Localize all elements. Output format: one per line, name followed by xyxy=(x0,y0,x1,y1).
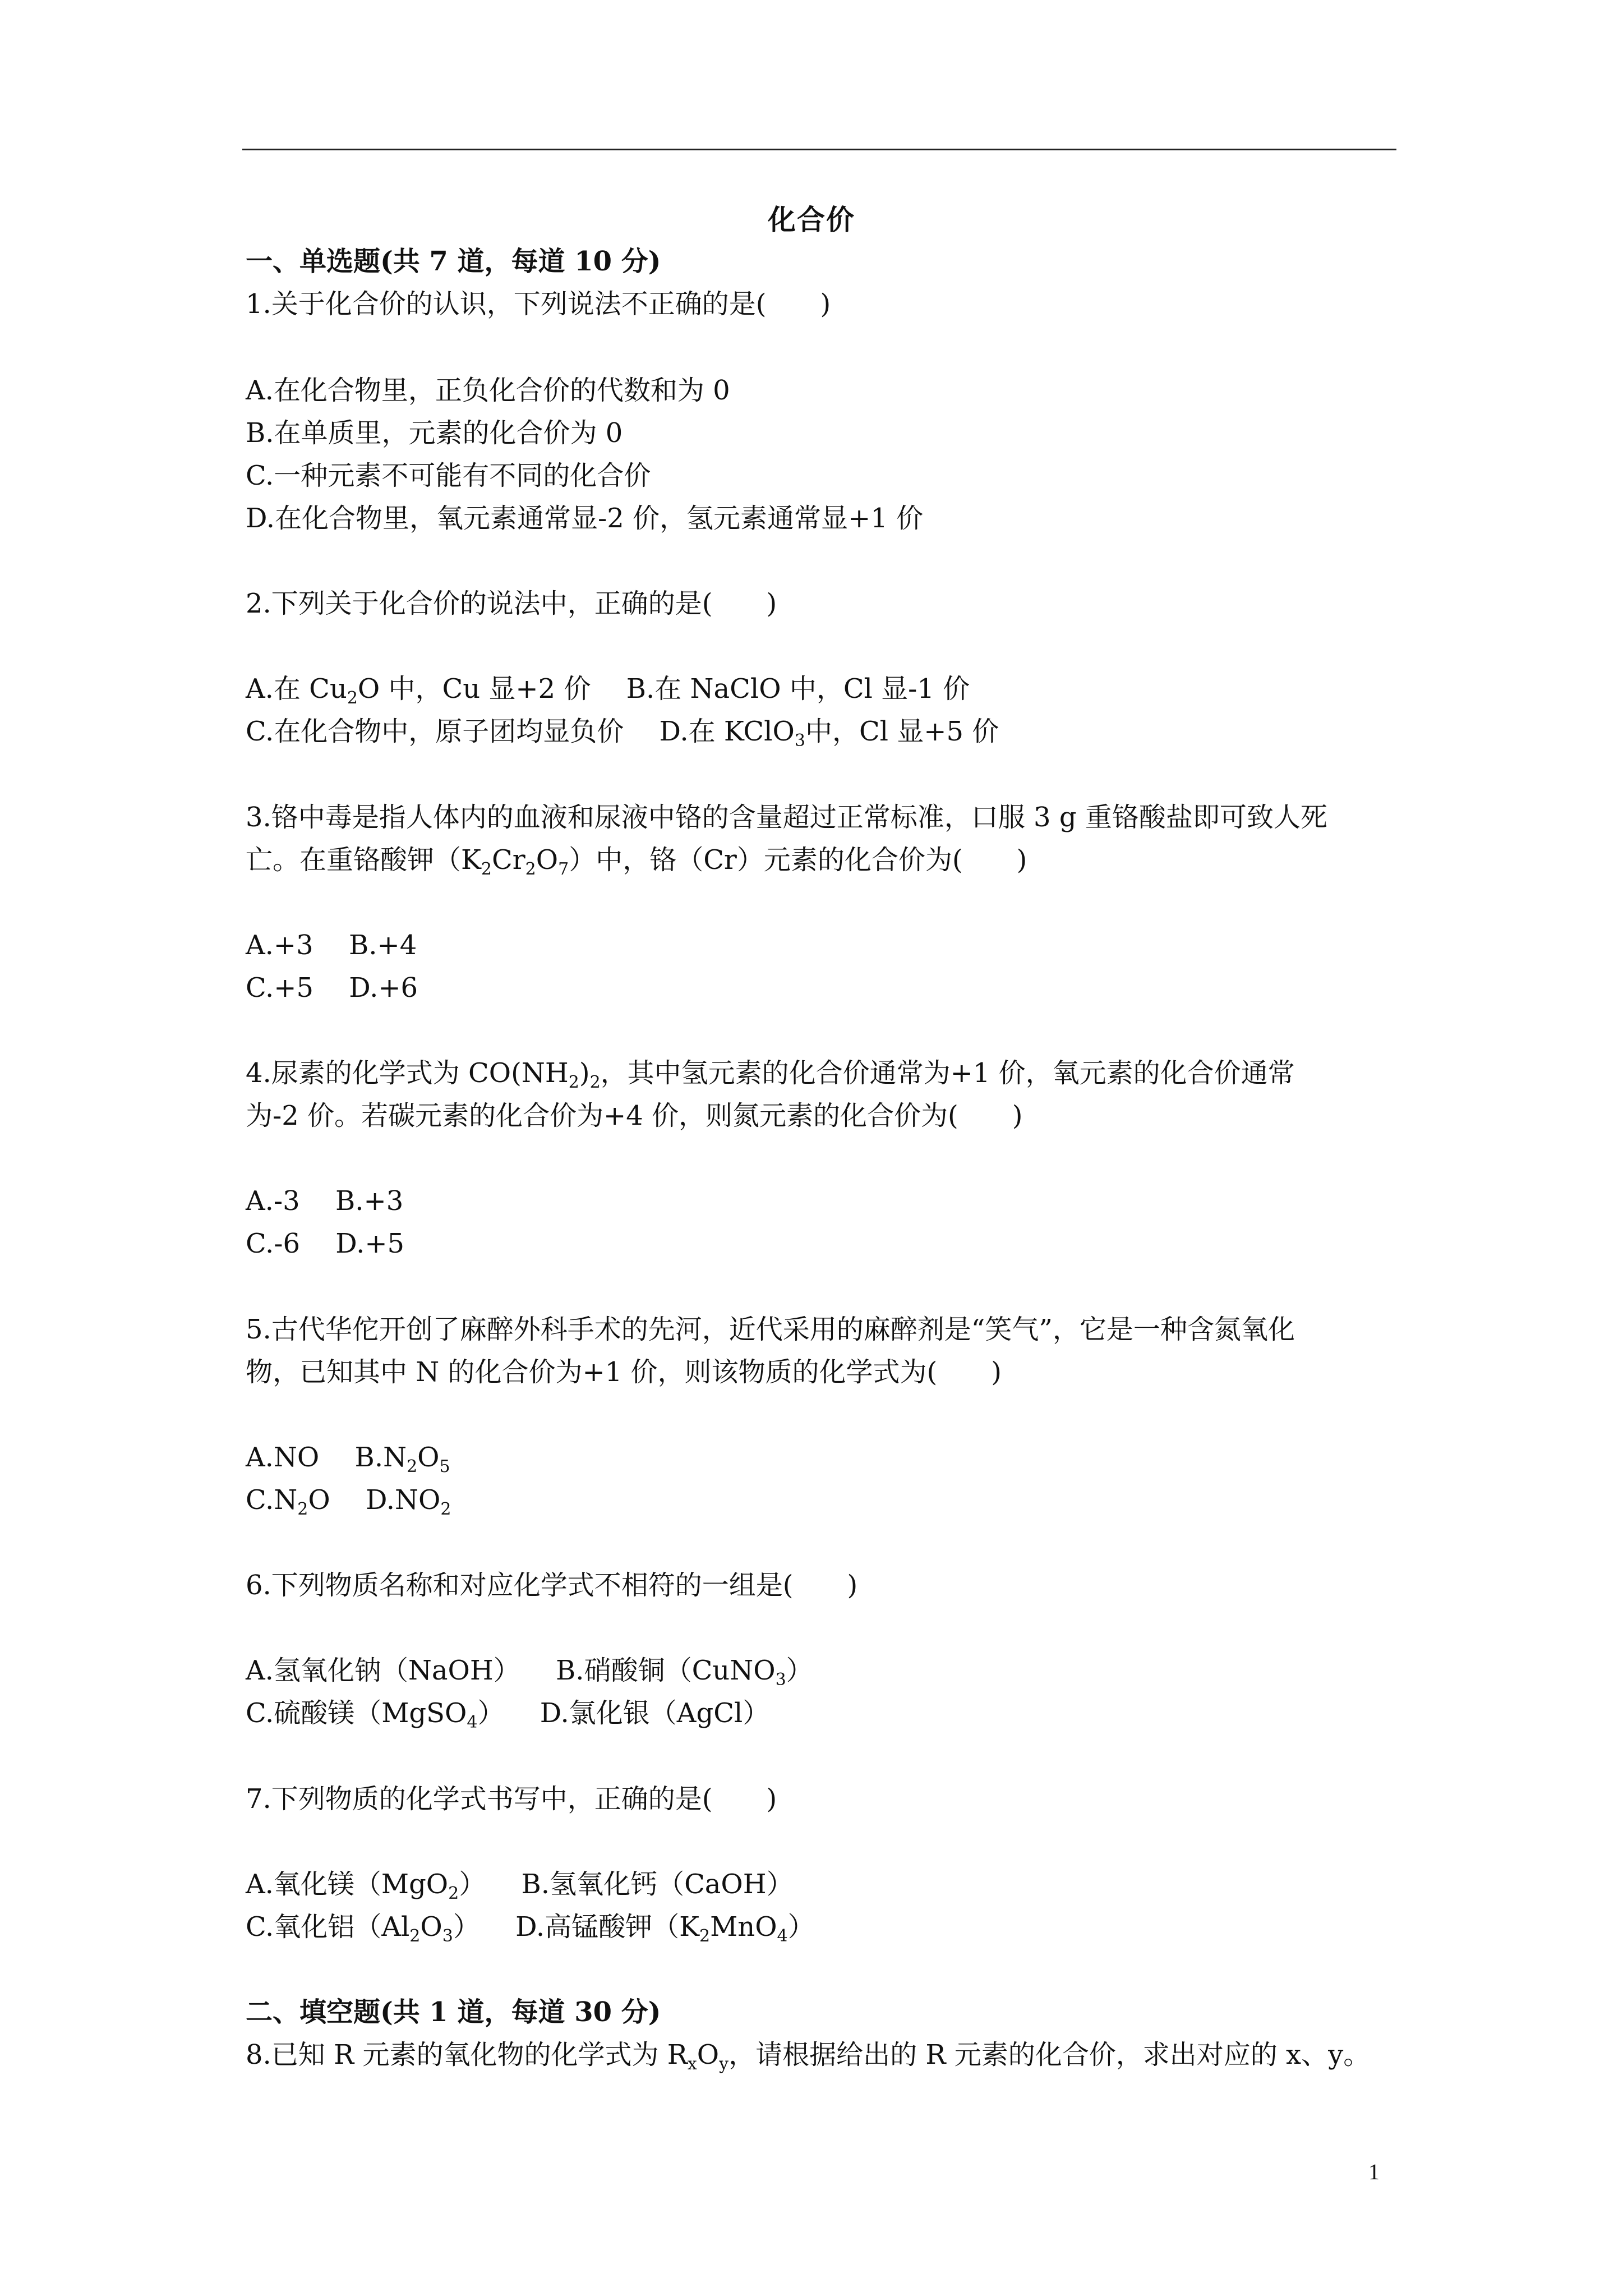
page-number: 1 xyxy=(1368,2159,1380,2184)
question-7-option-c: C.氧化铝$(Al_2O_3)$ xyxy=(246,1911,480,1946)
question-7-options-row-1 xyxy=(246,1867,794,1901)
section-heading-fill-in: 二、填空题(共 1 道，每道 30 分) xyxy=(246,1996,661,2028)
question-6-stem: 6.下列物质名称和对应化学式不相符的一组是( ) xyxy=(246,1570,858,1601)
question-1-option-d: D.在化合物里，氧元素通常显-2 价，氢元素通常显+1 价 xyxy=(246,503,924,534)
question-7-option-a: A.氧化镁（MgO$_2$） xyxy=(246,1869,486,1903)
question-2-option-b: B.在 NaClO 中，Cl 显-1 价 xyxy=(626,673,970,705)
section-heading-multiple-choice: 一、单选题(共 7 道，每道 10 分) xyxy=(246,246,661,277)
question-8-stem: 8.已知 R 元素的氧化物的化学式为 $R_xO_y$，请根据给出的 R 元素的化合价，求出对应的 x、y。 xyxy=(246,2039,1371,2074)
question-2-options-row-1 xyxy=(246,672,970,706)
question-6-options-row-1 xyxy=(246,1654,813,1690)
question-3-options-row-1 xyxy=(246,928,417,962)
question-4-option-c: C.-6 xyxy=(246,1228,301,1259)
question-6-option-a: A.氢氧化钠（NaOH） xyxy=(246,1655,520,1686)
question-5-stem-line-2: 物，已知其中 N 的化合价为+1 价，则该物质的化学式为( ) xyxy=(246,1356,1002,1388)
question-5-options-row-1 xyxy=(246,1441,450,1474)
document-title: 化合价 xyxy=(768,203,855,236)
question-6-options-row-2 xyxy=(246,1696,769,1730)
question-5-option-a: A.NO xyxy=(246,1442,320,1473)
header-rule xyxy=(242,149,1396,150)
question-4-options-row-1 xyxy=(246,1184,403,1218)
question-5-options-row-2 xyxy=(246,1483,451,1517)
question-7-stem: 7.下列物质的化学式书写中，正确的是( ) xyxy=(246,1783,777,1815)
question-7-options-row-2 xyxy=(246,1910,815,1944)
question-5-option-c: $C.N_2O$ xyxy=(246,1484,330,1519)
question-4-stem-line-2: 为-2 价。若碳元素的化合价为+4 价，则氮元素的化合价为( ) xyxy=(246,1100,1023,1131)
question-2-option-d: D.在 KClO$_3$中，Cl 显+5 价 xyxy=(659,716,999,751)
question-1-option-a: A.在化合物里，正负化合价的代数和为 0 xyxy=(246,375,730,406)
question-3-option-d: D.+6 xyxy=(349,972,418,1004)
question-3-option-c: C.+5 xyxy=(246,972,314,1004)
question-1-option-b: B.在单质里，元素的化合价为 0 xyxy=(246,417,623,449)
question-5-option-b: $B.N_2O_5$ xyxy=(354,1442,450,1476)
question-3-option-b: B.+4 xyxy=(348,930,417,961)
question-7-option-b: B.氢氧化钙（CaOH） xyxy=(521,1869,794,1900)
question-2-options-row-2 xyxy=(246,715,999,751)
question-6-option-c: C.硫酸镁（MgSO$_4$） xyxy=(246,1697,505,1732)
question-3-option-a: A.+3 xyxy=(246,930,313,961)
question-5-stem-line-1: 5.古代华佗开创了麻醉外科手术的先河，近代采用的麻醉剂是“笑气”，它是一种含氮氧化 xyxy=(246,1314,1295,1345)
question-2-option-a: A.在 $Cu_2O$ 中，Cu 显+2 价 xyxy=(246,673,591,708)
question-5-option-d: $D.NO_2$ xyxy=(366,1484,451,1519)
question-3-stem-line-1: 3.铬中毒是指人体内的血液和尿液中铬的含量超过正常标准，口服 3 g 重铬酸盐即可致人死 xyxy=(246,802,1327,833)
question-1-stem: 1.关于化合价的认识，下列说法不正确的是( ) xyxy=(246,288,831,320)
question-4-options-row-2 xyxy=(246,1227,404,1260)
question-2-option-c: C.在化合物中，原子团均显负价 xyxy=(246,716,624,747)
question-6-option-b: B.硝酸铜（CuNO$_3$） xyxy=(556,1655,813,1690)
question-4-option-a: A.-3 xyxy=(246,1185,300,1217)
question-7-option-d: D.高锰酸钾$(K_2MnO_4)$ xyxy=(515,1911,815,1946)
question-6-option-d: D.氯化银（AgCl） xyxy=(540,1697,770,1729)
question-2-stem: 2.下列关于化合价的说法中，正确的是( ) xyxy=(246,588,777,619)
question-4-option-b: B.+3 xyxy=(335,1185,404,1217)
question-4-option-d: D.+5 xyxy=(335,1228,405,1259)
question-3-stem-line-2: 亡。在重铬酸钾$(K_2Cr_2O_7)$中，铬（Cr）元素的化合价为( ) xyxy=(246,844,1027,879)
question-4-stem-line-1: 4.尿素的化学式为 $CO(NH_2)_2$，其中氢元素的化合价通常为+1 价，氧元素的化合价通常 xyxy=(246,1057,1295,1092)
question-3-options-row-2 xyxy=(246,971,418,1005)
question-1-option-c: C.一种元素不可能有不同的化合价 xyxy=(246,460,651,491)
